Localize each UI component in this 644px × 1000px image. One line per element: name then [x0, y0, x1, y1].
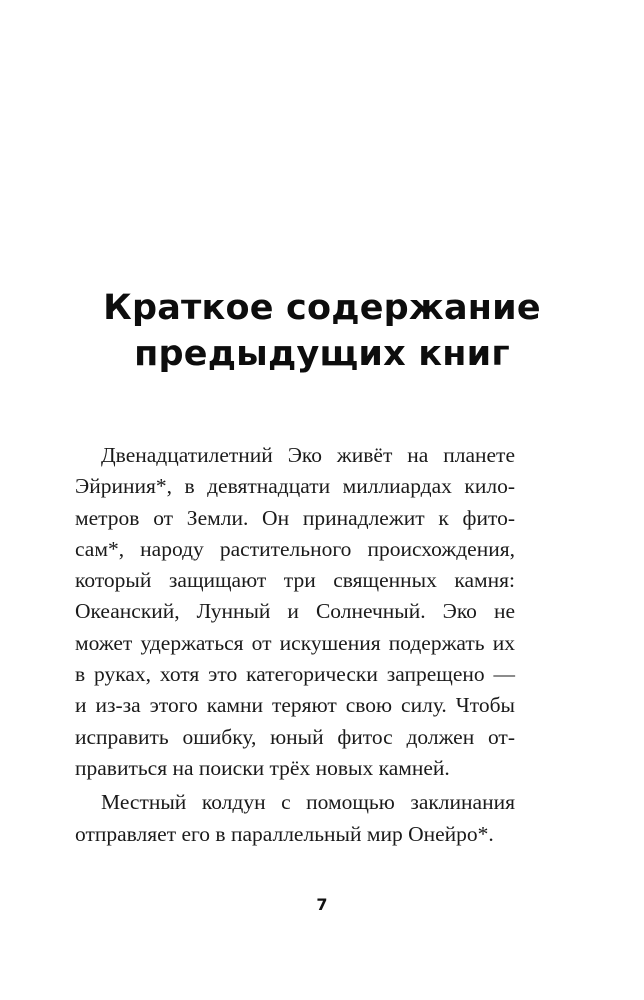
- paragraph-1: [75, 440, 515, 784]
- text-line: и из-за этого камни теряют свою силу. Чтобы: [75, 693, 515, 718]
- text-line: сам*, народу растительного происхождения,: [75, 536, 515, 561]
- text-line: метров от Земли. Он принадлежит к фито-: [75, 505, 515, 530]
- body-text: [75, 440, 515, 850]
- text-line: Океанский, Лунный и Солнечный. Эко не: [75, 599, 515, 624]
- title-line-1: Краткое содержание: [103, 288, 541, 328]
- text-line: который защищают три священных камня:: [75, 568, 515, 593]
- text-line: исправить ошибку, юный фитос должен от-: [75, 724, 515, 749]
- text-line: отправляет его в параллельный мир Онейро*.: [75, 821, 494, 846]
- title-line-2: предыдущих книг: [134, 334, 510, 374]
- text-line: может удержаться от искушения подержать их: [75, 630, 515, 655]
- text-line: Местный колдун с помощью заклинания: [101, 790, 515, 815]
- paragraph-2: [75, 787, 515, 850]
- text-line: правиться на поиски трёх новых камней.: [75, 755, 450, 780]
- text-line: Эйриния*, в девятнадцати миллиардах кило-: [75, 474, 515, 499]
- text-line: Двенадцатилетний Эко живёт на планете: [101, 443, 515, 467]
- page-title: [0, 285, 644, 377]
- page-number: 7: [316, 895, 328, 914]
- text-line: в руках, хотя это категорически запрещено —: [75, 662, 515, 687]
